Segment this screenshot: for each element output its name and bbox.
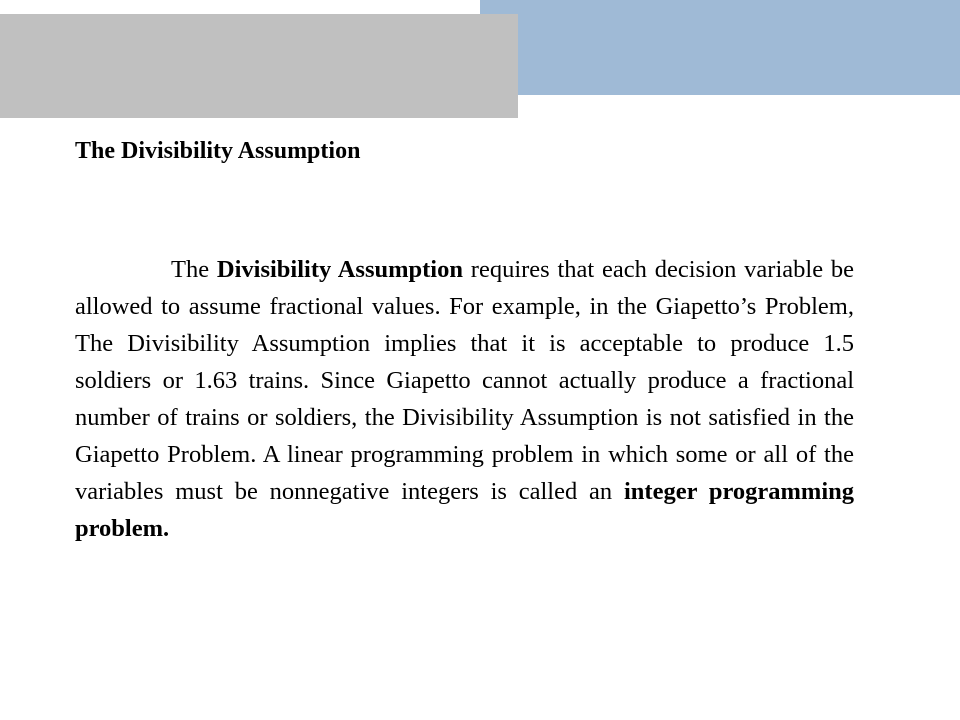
term-integer-programming-problem: integer programming problem. — [75, 478, 855, 542]
term-divisibility-assumption: Divisibility Assumption — [216, 256, 463, 283]
paragraph-lead-text: The — [171, 256, 217, 283]
header-band-blue — [480, 0, 960, 95]
paragraph-main-text: requires that each decision variable be allowed to assume fractional values. For example, in the Giapetto’s Problem, The Divisibility Assumption implies that it is acceptable to produce 1.5 soldiers or 1.63 trains. Since Giapetto cannot actually produce a fractional number of trains or soldiers, the Divisibility Assumption is not satisfied in the Giapetto Problem. A linear programming problem in which some or all of the variables must be nonnegative integers is called an — [75, 256, 855, 505]
header-band-gray — [0, 14, 518, 118]
body-paragraph — [75, 251, 854, 547]
slide-title: The Divisibility Assumption — [75, 138, 361, 164]
